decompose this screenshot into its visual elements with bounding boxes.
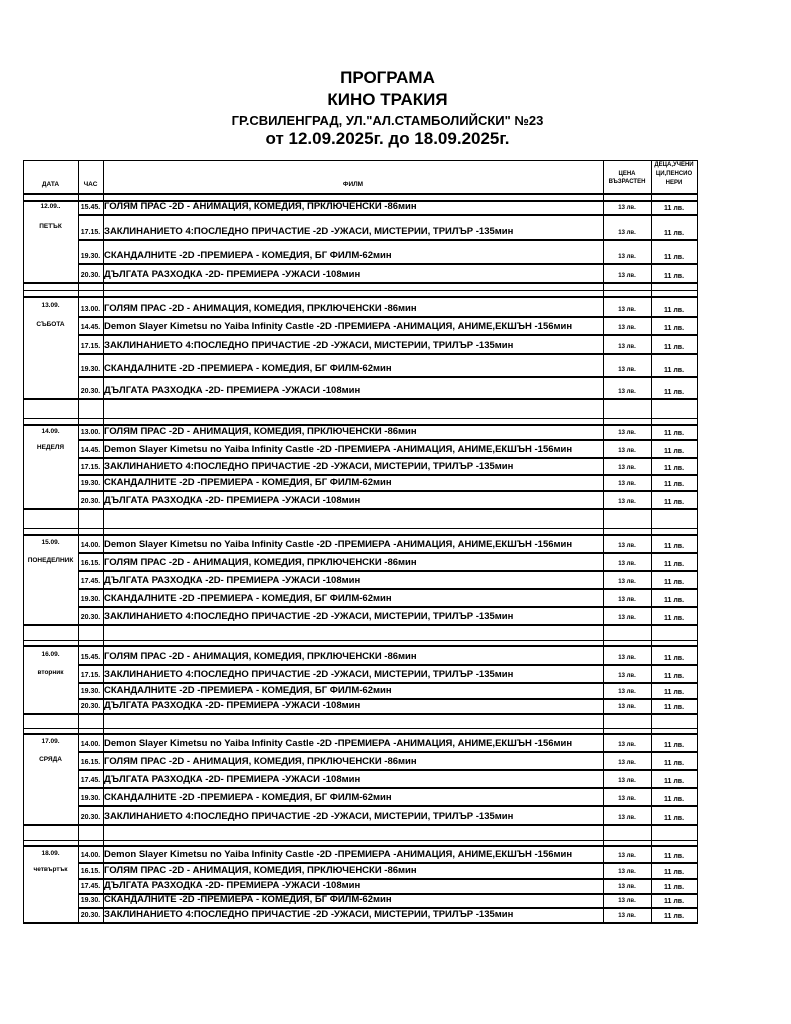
- reduced-price: 11 лв.: [663, 742, 685, 749]
- film-title: СКАНДАЛНИТЕ -2D -ПРЕМИЕРА - КОМЕДИЯ, БГ ФИЛМ-62мин: [104, 593, 392, 604]
- showtime: 19.30.: [80, 596, 101, 603]
- reduced-price: 11 лв.: [663, 448, 685, 455]
- row-divider: [23, 645, 698, 647]
- film-title: ЗАКЛИНАНИЕТО 4:ПОСЛЕДНО ПРИЧАСТИЕ -2D -УЖАСИ, МИСТЕРИИ, ТРИЛЪР -135мин: [104, 461, 514, 472]
- showtime: 20.30.: [80, 912, 101, 919]
- row-divider: [78, 439, 698, 441]
- row-divider: [23, 398, 698, 400]
- showtime: 19.30.: [80, 253, 101, 260]
- reduced-price: 11 лв.: [663, 273, 685, 280]
- showtime: 13.00.: [80, 306, 101, 313]
- adult-price: 13 лв.: [618, 448, 636, 454]
- adult-price: 13 лв.: [618, 230, 636, 236]
- adult-price: 13 лв.: [618, 273, 636, 279]
- adult-price: 13 лв.: [618, 597, 636, 603]
- film-title: ГОЛЯМ ПРАС -2D - АНИМАЦИЯ, КОМЕДИЯ, ПРКЛЮЧЕНСКИ -86мин: [104, 201, 417, 212]
- row-divider: [23, 528, 698, 529]
- showtime: 20.30.: [80, 814, 101, 821]
- adult-price: 13 лв.: [618, 742, 636, 748]
- row-divider: [78, 490, 698, 492]
- film-title: СКАНДАЛНИТЕ -2D -ПРЕМИЕРА - КОМЕДИЯ, БГ ФИЛМ-62мин: [104, 792, 392, 803]
- showtime: 19.30.: [80, 480, 101, 487]
- day-weekday: вторник: [37, 669, 64, 676]
- film-title: ДЪЛГАТА РАЗХОДКА -2D- ПРЕМИЕРА -УЖАСИ -108мин: [104, 385, 361, 396]
- adult-price: 13 лв.: [618, 853, 636, 859]
- showtime: 20.30.: [80, 272, 101, 279]
- reduced-price: 11 лв.: [663, 325, 685, 332]
- showtime: 15.45.: [80, 654, 101, 661]
- showtime: 13.00.: [80, 429, 101, 436]
- showtime: 14.00.: [80, 542, 101, 549]
- showtime: 19.30.: [80, 897, 101, 904]
- showtime: 15.45.: [80, 204, 101, 211]
- showtime: 17.45.: [80, 883, 101, 890]
- showtime: 16.15.: [80, 759, 101, 766]
- film-title: ДЪЛГАТА РАЗХОДКА -2D- ПРЕМИЕРА -УЖАСИ -108мин: [104, 575, 361, 586]
- row-divider: [23, 824, 698, 826]
- row-divider: [23, 845, 698, 847]
- row-divider: [23, 640, 698, 641]
- adult-price: 13 лв.: [618, 499, 636, 505]
- row-divider: [78, 664, 698, 666]
- row-divider: [23, 624, 698, 626]
- day-weekday: НЕДЕЛЯ: [36, 444, 65, 451]
- showtime: 14.45.: [80, 324, 101, 331]
- day-date: 14.09.: [41, 428, 60, 435]
- adult-price: 13 лв.: [618, 344, 636, 350]
- film-title: ЗАКЛИНАНИЕТО 4:ПОСЛЕДНО ПРИЧАСТИЕ -2D -УЖАСИ, МИСТЕРИИ, ТРИЛЪР -135мин: [104, 909, 514, 920]
- reduced-price: 11 лв.: [663, 499, 685, 506]
- row-divider: [23, 282, 698, 284]
- row-divider: [23, 713, 698, 715]
- reduced-price: 11 лв.: [663, 254, 685, 261]
- row-divider: [78, 263, 698, 265]
- schedule-period: от 12.09.2025г. до 18.09.2025г.: [265, 129, 510, 148]
- adult-price: 13 лв.: [618, 778, 636, 784]
- column-header-film: ФИЛМ: [342, 181, 364, 188]
- reduced-price: 11 лв.: [663, 898, 685, 905]
- day-weekday: ПЕТЪК: [39, 223, 62, 230]
- showtime: 14.45.: [80, 447, 101, 454]
- reduced-price: 11 лв.: [663, 579, 685, 586]
- row-divider: [23, 160, 698, 161]
- adult-price: 13 лв.: [618, 673, 636, 679]
- film-title: ГОЛЯМ ПРАС -2D - АНИМАЦИЯ, КОМЕДИЯ, ПРКЛЮЧЕНСКИ -86мин: [104, 865, 417, 876]
- row-divider: [78, 376, 698, 378]
- column-header-time: ЧАС: [83, 181, 98, 188]
- reduced-price: 11 лв.: [663, 869, 685, 876]
- showtime: 16.15.: [80, 868, 101, 875]
- adult-price: 13 лв.: [618, 481, 636, 487]
- showtime: 17.15.: [80, 464, 101, 471]
- reduced-price: 11 лв.: [663, 673, 685, 680]
- row-divider: [78, 751, 698, 753]
- row-divider: [78, 353, 698, 355]
- day-date: 18.09.: [41, 850, 60, 857]
- row-divider: [23, 290, 698, 291]
- film-title: ДЪЛГАТА РАЗХОДКА -2D- ПРЕМИЕРА -УЖАСИ -108мин: [104, 700, 361, 711]
- row-divider: [78, 805, 698, 807]
- day-date: 17.09.: [41, 738, 60, 745]
- film-title: СКАНДАЛНИТЕ -2D -ПРЕМИЕРА - КОМЕДИЯ, БГ ФИЛМ-62мин: [104, 894, 392, 905]
- adult-price: 13 лв.: [618, 325, 636, 331]
- adult-price: 13 лв.: [618, 815, 636, 821]
- film-title: СКАНДАЛНИТЕ -2D -ПРЕМИЕРА - КОМЕДИЯ, БГ ФИЛМ-62мин: [104, 250, 392, 261]
- row-divider: [78, 769, 698, 771]
- showtime: 17.45.: [80, 578, 101, 585]
- column-divider: [697, 160, 698, 923]
- reduced-price: 11 лв.: [663, 853, 685, 860]
- adult-price: 13 лв.: [618, 367, 636, 373]
- row-divider: [78, 862, 698, 864]
- row-divider: [78, 552, 698, 554]
- film-title: Demon Slayer Kimetsu no Yaiba Infinity Castle -2D -ПРЕМИЕРА -АНИМАЦИЯ, АНИМЕ,ЕКШЪН -156мин: [104, 444, 573, 455]
- reduced-price: 11 лв.: [663, 481, 685, 488]
- film-title: Demon Slayer Kimetsu no Yaiba Infinity Castle -2D -ПРЕМИЕРА -АНИМАЦИЯ, АНИМЕ,ЕКШЪН -156мин: [104, 321, 573, 332]
- film-title: ДЪЛГАТА РАЗХОДКА -2D- ПРЕМИЕРА -УЖАСИ -108мин: [104, 495, 361, 506]
- film-title: ГОЛЯМ ПРАС -2D - АНИМАЦИЯ, КОМЕДИЯ, ПРКЛЮЧЕНСКИ -86мин: [104, 651, 417, 662]
- reduced-price: 11 лв.: [663, 430, 685, 437]
- adult-price: 13 лв.: [618, 430, 636, 436]
- reduced-price: 11 лв.: [663, 884, 685, 891]
- showtime: 20.30.: [80, 388, 101, 395]
- row-divider: [23, 733, 698, 735]
- column-header-reduced-price: НЕРИ: [665, 180, 683, 186]
- reduced-price: 11 лв.: [663, 561, 685, 568]
- showtime: 17.15.: [80, 672, 101, 679]
- reduced-price: 11 лв.: [663, 689, 685, 696]
- film-title: Demon Slayer Kimetsu no Yaiba Infinity Castle -2D -ПРЕМИЕРА -АНИМАЦИЯ, АНИМЕ,ЕКШЪН -156мин: [104, 849, 573, 860]
- row-divider: [23, 508, 698, 510]
- showtime: 17.15.: [80, 343, 101, 350]
- day-weekday: четвъртък: [33, 866, 68, 873]
- reduced-price: 11 лв.: [663, 465, 685, 472]
- film-title: СКАНДАЛНИТЕ -2D -ПРЕМИЕРА - КОМЕДИЯ, БГ ФИЛМ-62мин: [104, 477, 392, 488]
- cinema-name: КИНО ТРАКИЯ: [327, 90, 448, 109]
- film-title: ГОЛЯМ ПРАС -2D - АНИМАЦИЯ, КОМЕДИЯ, ПРКЛЮЧЕНСКИ -86мин: [104, 557, 417, 568]
- showtime: 17.15.: [80, 229, 101, 236]
- day-weekday: ПОНЕДЕЛНИК: [27, 557, 74, 564]
- adult-price: 13 лв.: [618, 913, 636, 919]
- film-title: ЗАКЛИНАНИЕТО 4:ПОСЛЕДНО ПРИЧАСТИЕ -2D -УЖАСИ, МИСТЕРИИ, ТРИЛЪР -135мин: [104, 226, 514, 237]
- row-divider: [78, 334, 698, 336]
- adult-price: 13 лв.: [618, 655, 636, 661]
- row-divider: [23, 840, 698, 841]
- showtime: 20.30.: [80, 703, 101, 710]
- showtime: 20.30.: [80, 498, 101, 505]
- reduced-price: 11 лв.: [663, 815, 685, 822]
- day-date: 15.09.: [41, 539, 60, 546]
- adult-price: 13 лв.: [618, 796, 636, 802]
- row-divider: [78, 787, 698, 789]
- row-divider: [23, 534, 698, 536]
- showtime: 14.00.: [80, 852, 101, 859]
- reduced-price: 11 лв.: [663, 760, 685, 767]
- reduced-price: 11 лв.: [663, 597, 685, 604]
- film-title: ДЪЛГАТА РАЗХОДКА -2D- ПРЕМИЕРА -УЖАСИ -108мин: [104, 774, 361, 785]
- adult-price: 13 лв.: [618, 205, 636, 211]
- adult-price: 13 лв.: [618, 465, 636, 471]
- reduced-price: 11 лв.: [663, 543, 685, 550]
- row-divider: [78, 214, 698, 216]
- showtime: 16.15.: [80, 560, 101, 567]
- reduced-price: 11 лв.: [663, 307, 685, 314]
- showtime: 20.30.: [80, 614, 101, 621]
- film-title: ГОЛЯМ ПРАС -2D - АНИМАЦИЯ, КОМЕДИЯ, ПРКЛЮЧЕНСКИ -86мин: [104, 756, 417, 767]
- film-title: ДЪЛГАТА РАЗХОДКА -2D- ПРЕМИЕРА -УЖАСИ -108мин: [104, 269, 361, 280]
- reduced-price: 11 лв.: [663, 344, 685, 351]
- row-divider: [78, 606, 698, 608]
- showtime: 14.00.: [80, 741, 101, 748]
- film-title: ЗАКЛИНАНИЕТО 4:ПОСЛЕДНО ПРИЧАСТИЕ -2D -УЖАСИ, МИСТЕРИИ, ТРИЛЪР -135мин: [104, 811, 514, 822]
- showtime: 19.30.: [80, 366, 101, 373]
- showtime: 17.45.: [80, 777, 101, 784]
- film-title: ГОЛЯМ ПРАС -2D - АНИМАЦИЯ, КОМЕДИЯ, ПРКЛЮЧЕНСКИ -86мин: [104, 303, 417, 314]
- reduced-price: 11 лв.: [663, 389, 685, 396]
- row-divider: [23, 193, 698, 195]
- row-divider: [23, 418, 698, 419]
- page-title: ПРОГРАМА: [340, 68, 435, 87]
- day-date: 13.09.: [41, 302, 60, 309]
- adult-price: 13 лв.: [618, 579, 636, 585]
- row-divider: [23, 728, 698, 729]
- row-divider: [78, 682, 698, 684]
- column-header-reduced-price: ДЕЦА,УЧЕНИ: [654, 162, 694, 168]
- reduced-price: 11 лв.: [663, 367, 685, 374]
- row-divider: [23, 922, 698, 924]
- row-divider: [78, 457, 698, 459]
- adult-price: 13 лв.: [618, 760, 636, 766]
- adult-price: 13 лв.: [618, 561, 636, 567]
- day-weekday: СЪБОТА: [36, 321, 65, 328]
- film-title: Demon Slayer Kimetsu no Yaiba Infinity Castle -2D -ПРЕМИЕРА -АНИМАЦИЯ, АНИМЕ,ЕКШЪН -156мин: [104, 738, 573, 749]
- showtime: 19.30.: [80, 795, 101, 802]
- adult-price: 13 лв.: [618, 704, 636, 710]
- cinema-address: ГР.СВИЛЕНГРАД, УЛ."АЛ.СТАМБОЛИЙСКИ" №23: [231, 113, 544, 128]
- reduced-price: 11 лв.: [663, 615, 685, 622]
- reduced-price: 11 лв.: [663, 205, 685, 212]
- film-title: ЗАКЛИНАНИЕТО 4:ПОСЛЕДНО ПРИЧАСТИЕ -2D -УЖАСИ, МИСТЕРИИ, ТРИЛЪР -135мин: [104, 611, 514, 622]
- adult-price: 13 лв.: [618, 884, 636, 890]
- row-divider: [78, 570, 698, 572]
- reduced-price: 11 лв.: [663, 655, 685, 662]
- reduced-price: 11 лв.: [663, 796, 685, 803]
- day-date: 16.09.: [41, 651, 60, 658]
- reduced-price: 11 лв.: [663, 778, 685, 785]
- day-date: 12.09..: [40, 203, 61, 210]
- film-title: ЗАКЛИНАНИЕТО 4:ПОСЛЕДНО ПРИЧАСТИЕ -2D -УЖАСИ, МИСТЕРИИ, ТРИЛЪР -135мин: [104, 669, 514, 680]
- showtime: 19.30.: [80, 688, 101, 695]
- film-title: СКАНДАЛНИТЕ -2D -ПРЕМИЕРА - КОМЕДИЯ, БГ ФИЛМ-62мин: [104, 363, 392, 374]
- reduced-price: 11 лв.: [663, 230, 685, 237]
- adult-price: 13 лв.: [618, 389, 636, 395]
- reduced-price: 11 лв.: [663, 704, 685, 711]
- adult-price: 13 лв.: [618, 254, 636, 260]
- column-header-adult-price: ЦЕНА: [618, 171, 636, 177]
- film-title: ДЪЛГАТА РАЗХОДКА -2D- ПРЕМИЕРА -УЖАСИ -108мин: [104, 880, 361, 891]
- row-divider: [78, 588, 698, 590]
- film-title: СКАНДАЛНИТЕ -2D -ПРЕМИЕРА - КОМЕДИЯ, БГ ФИЛМ-62мин: [104, 685, 392, 696]
- column-header-adult-price: ВЪЗРАСТЕН: [608, 179, 646, 185]
- film-title: ГОЛЯМ ПРАС -2D - АНИМАЦИЯ, КОМЕДИЯ, ПРКЛЮЧЕНСКИ -86мин: [104, 426, 417, 437]
- adult-price: 13 лв.: [618, 615, 636, 621]
- film-title: Demon Slayer Kimetsu no Yaiba Infinity Castle -2D -ПРЕМИЕРА -АНИМАЦИЯ, АНИМЕ,ЕКШЪН -156мин: [104, 539, 573, 550]
- film-title: ЗАКЛИНАНИЕТО 4:ПОСЛЕДНО ПРИЧАСТИЕ -2D -УЖАСИ, МИСТЕРИИ, ТРИЛЪР -135мин: [104, 340, 514, 351]
- row-divider: [78, 316, 698, 318]
- adult-price: 13 лв.: [618, 898, 636, 904]
- adult-price: 13 лв.: [618, 307, 636, 313]
- row-divider: [78, 239, 698, 241]
- row-divider: [23, 296, 698, 298]
- row-divider: [78, 474, 698, 476]
- reduced-price: 11 лв.: [663, 913, 685, 920]
- adult-price: 13 лв.: [618, 869, 636, 875]
- column-header-date: ДАТА: [41, 181, 60, 188]
- adult-price: 13 лв.: [618, 543, 636, 549]
- column-header-reduced-price: ЦИ,ПЕНСИО: [655, 171, 693, 177]
- day-weekday: СРЯДА: [39, 756, 62, 763]
- adult-price: 13 лв.: [618, 689, 636, 695]
